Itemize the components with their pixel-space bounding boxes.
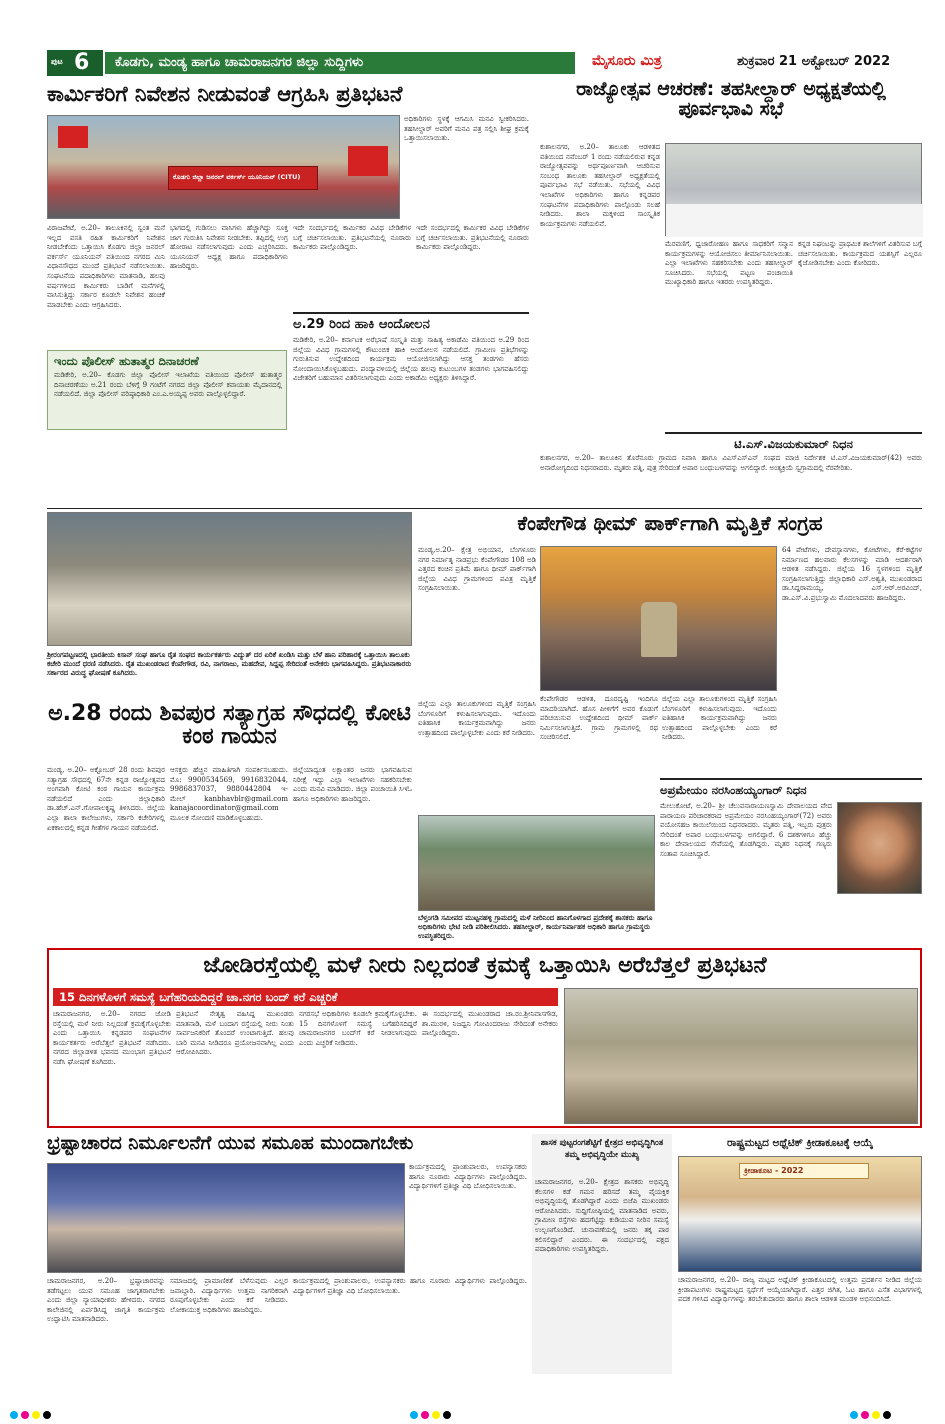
- story8-text-col1: ಚಾಮರಾಜನಗರ, ಅ.20– ಭ್ರಷ್ಟಾಚಾರವನ್ನು ತಡೆಗಟ್ಟಲು ಯುವ ಸಮೂಹ ಜಾಗೃತರಾಗಬೇಕು ಎಂದು ಜಿಲ್ಲಾ ನ್ಯಾಯಾಧೀಶರು ಹೇಳಿದರು. ನಗರದ ಕಾಲೇಜಿನಲ್ಲಿ ಏರ್ಪಡಿಸಿದ್ದ ಜಾಗೃತಿ ಕಾರ್ಯಕ್ರಮ ಉದ್ಘಾಟಿಸಿ ಮಾತನಾಡಿದರು.: [47, 1277, 165, 1324]
- paper-name: ಮೈಸೂರು ಮಿತ್ರ: [592, 53, 662, 69]
- story7-text-col4: ಈ ಸಂದರ್ಭದಲ್ಲಿ ಮುಖಂಡರಾದ ಚಾ.ರಂ.ಶ್ರೀನಿವಾಸಗೌಡ, ಶಾ.ಮುರಳಿ, ನಿಜಧ್ವನಿ ಗೋವಿಂದರಾಜು ಸೇರಿದಂತೆ ಅನೇಕರು ಪಾಲ್ಗೊಂಡಿದ್ದರು.: [422, 1010, 558, 1038]
- story2-text-col3: ಕನ್ನಡ ನಿಘಂಟನ್ನು ಪ್ರಾಥಮಿಕ ಶಾಲೆಗಳಿಗೆ ವಿತರಿಸುವ ಬಗ್ಗೆ ಚರ್ಚಿಸಲಾಯಿತು. ಕಾರ್ಯಕ್ರಮದ ಯಶಸ್ಸಿಗೆ ಎಲ್ಲರೂ ಕೈಜೋಡಿಸಬೇಕು ಎಂದು ಕೋರಿದರು.: [798, 240, 922, 268]
- section-title-bar: [105, 52, 575, 74]
- story1-text-col4: ಇದೇ ಸಂದರ್ಭದಲ್ಲಿ ಕಾರ್ಮಿಕರ ವಿವಿಧ ಬೇಡಿಕೆಗಳ ಬಗ್ಗೆ ಚರ್ಚಿಸಲಾಯಿತು. ಪ್ರತಿಭಟನೆಯಲ್ಲಿ ನೂರಾರು ಕಾರ್ಮಿಕರು ಪಾಲ್ಗೊಂಡಿದ್ದರು.: [416, 224, 529, 252]
- table-cloth: [666, 204, 923, 237]
- registration-marks-left: [10, 1404, 100, 1414]
- story10-photo: [678, 1156, 922, 1272]
- flag-icon: [58, 126, 88, 148]
- story1-headline: ಕಾರ್ಮಿಕರಿಗೆ ನಿವೇಶನ ನೀಡುವಂತೆ ಆಗ್ರಹಿಸಿ ಪ್ರತಿಭಟನೆ: [47, 82, 403, 106]
- police-day-box: [47, 350, 287, 430]
- police-day-title: ಇಂದು ಪೊಲೀಸ್ ಹುತಾತ್ಮರ ದಿನಾಚರಣೆ: [54, 354, 199, 368]
- story8-text-col2: ಸಮಾಜದಲ್ಲಿ ಪ್ರಾಮಾಣಿಕತೆ ಬೆಳೆಸುವುದು ಎಲ್ಲರ ಜವಾಬ್ದಾರಿ. ವಿದ್ಯಾರ್ಥಿಗಳು ಉತ್ತಮ ನಾಗರಿಕರಾಗಿ ರೂಪುಗೊಳ್ಳಬೇಕು ಎಂದು ಕರೆ ನೀಡಿದರು. ಲೋಕಾಯುಕ್ತ ಅಧಿಕಾರಿಗಳು ಹಾಜರಿದ್ದರು.: [170, 1277, 288, 1314]
- athletics-banner-text: ಕ್ರೀಡಾಕೂಟ - 2022: [744, 1166, 804, 1175]
- story8-text-side: ಕಾರ್ಯಕ್ರಮದಲ್ಲಿ ಪ್ರಾಂಶುಪಾಲರು, ಉಪನ್ಯಾಸಕರು ಹಾಗೂ ನೂರಾರು ವಿದ್ಯಾರ್ಥಿಗಳು ಪಾಲ್ಗೊಂಡಿದ್ದರು. ವಿದ್ಯಾರ್ಥಿಗಳಿಗೆ ಪ್ರತಿಜ್ಞಾ ವಿಧಿ ಬೋಧಿಸಲಾಯಿತು.: [409, 1163, 527, 1191]
- page-number: 6: [74, 50, 90, 75]
- story9-title: ಶಾಸಕ ಪುಟ್ಟರಂಗಶೆಟ್ಟಿಗೆ ಕ್ಷೇತ್ರದ ಅಭಿವೃದ್ಧಿಗಿಂತ ತಮ್ಮ ಅಭಿವೃದ್ಧಿಯೇ ಮುಖ್ಯ: [540, 1138, 664, 1160]
- story5-text-col4: 64 ಪೇಟೆಗಳು, ದೇವಸ್ಥಾನಗಳು, ಕೋಟೆಗಳು, ಕೆರೆ-ಕಟ್ಟೆಗಳ ನಿರ್ಮಾಣದ ಹಲವಾರು ಕೆಲಸಗಳನ್ನು ಮಾಡಿ ಆದರ್ಶರಾಗಿ ಆಡಳಿತ ನಡೆಸಿದ್ದರು. ಜಿಲ್ಲೆಯ 16 ಸ್ಥಳಗಳಿಂದ ಮೃತ್ತಿಕೆ ಸಂಗ್ರಹಿಸಲಾಗುತ್ತಿದ್ದು ಜಿಲ್ಲಾಧಿಕಾರಿ ಎಸ್.ಅಶ್ವತಿ, ಮುಖಂಡರಾದ ಡಾ.ಸಿದ್ದರಾಮಯ್ಯ, ಎಸ್.ಆರ್.ಅರವಿಂದ್, ಡಾ.ಎಸ್.ವಿ.ಪ್ರಭುಸ್ವಾಮಿ ಮೊದಲಾದವರು ಹಾಜರಿದ್ದರು.: [782, 546, 922, 602]
- police-day-text: ಮಡಿಕೇರಿ, ಅ.20– ಕೊಡಗು ಜಿಲ್ಲಾ ಪೊಲೀಸ್ ಇಲಾಖೆಯ ವತಿಯಿಂದ ಪೊಲೀಸ್ ಹುತಾತ್ಮರ ದಿನಾಚರಣೆಯು ಅ.21 ರಂದು ಬೆಳಿಗ್ಗೆ 9 ಗಂಟೆಗೆ ನಗರದ ಜಿಲ್ಲಾ ಪೊಲೀಸ್ ಕವಾಯತು ಮೈದಾನದಲ್ಲಿ ನಡೆಯಲಿದೆ. ಜಿಲ್ಲಾ ಪೊಲೀಸ್ ವರಿಷ್ಠಾಧಿಕಾರಿ ಎಂ.ಎ.ಅಯ್ಯಪ್ಪ ಅವರು ಪಾಲ್ಗೊಳ್ಳಲಿದ್ದಾರೆ.: [54, 371, 282, 399]
- story8-photo: [47, 1163, 405, 1273]
- obituary1-text: ಕುಶಾಲನಗರ, ಅ.20– ತಾಲೂಕಿನ ತೊರೆನೂರು ಗ್ರಾಮದ ನಿವಾಸಿ ಹಾಗೂ ವಿಎಸ್ಎಸ್ಎನ್ ಸಂಘದ ಮಾಜಿ ನಿರ್ದೇಶಕ ಟಿ.ಎಸ್.ವಿಜಯಕುಮಾರ್(42) ಅವರು ಅನಾರೋಗ್ಯದಿಂದ ನಿಧನರಾದರು. ಮೃತರು ಪತ್ನಿ, ಪುತ್ರ ಸೇರಿದಂತೆ ಅಪಾರ ಬಂಧುಬಳಗವನ್ನು ಅಗಲಿದ್ದಾರೆ. ಅಂತ್ಯಕ್ರಿಯೆ ಸ್ವಗ್ರಾಮದಲ್ಲಿ ನೆರವೇರಿತು.: [540, 454, 922, 472]
- story5-headline: ಕೆಂಪೇಗೌಡ ಥೀಮ್ ಪಾರ್ಕ್‌ಗಾಗಿ ಮೃತ್ತಿಕೆ ಸಂಗ್ರಹ: [517, 511, 823, 535]
- story10-box: [678, 1134, 922, 1374]
- divider: [47, 508, 922, 509]
- athletics-banner: [739, 1163, 869, 1179]
- story7-subhead-bar: [53, 988, 558, 1006]
- story9-text: ಚಾಮರಾಜನಗರ, ಅ.20– ಕ್ಷೇತ್ರದ ಶಾಸಕರು ಅಭಿವೃದ್ಧಿ ಕೆಲಸಗಳ ಕಡೆ ಗಮನ ಹರಿಸದೆ ತಮ್ಮ ವೈಯಕ್ತಿಕ ಅಭಿವೃದ್ಧಿಯಲ್ಲಿ ತೊಡಗಿದ್ದಾರೆ ಎಂದು ಬಿಜೆಪಿ ಮುಖಂಡರು ಆರೋಪಿಸಿದರು. ಸುದ್ದಿಗೋಷ್ಠಿಯಲ್ಲಿ ಮಾತನಾಡಿದ ಅವರು, ಗ್ರಾಮೀಣ ರಸ್ತೆಗಳು ಹದಗೆಟ್ಟಿದ್ದು ಕುಡಿಯುವ ನೀರಿನ ಸಮಸ್ಯೆ ಉಲ್ಬಣಗೊಂಡಿದೆ. ಚುನಾವಣೆಯಲ್ಲಿ ಜನರು ತಕ್ಕ ಪಾಠ ಕಲಿಸಲಿದ್ದಾರೆ ಎಂದರು. ಈ ಸಂದರ್ಭದಲ್ಲಿ ಪಕ್ಷದ ಪದಾಧಿಕಾರಿಗಳು ಉಪಸ್ಥಿತರಿದ್ದರು.: [535, 1178, 669, 1254]
- masthead: [47, 50, 919, 76]
- obituary1-box: [540, 432, 922, 504]
- registration-marks: [410, 1404, 500, 1414]
- hockey-title: ಅ.29 ರಿಂದ ಹಾಕಿ ಆಂದೋಲನ: [293, 317, 430, 332]
- story4-headline: ಅ.28 ರಂದು ಶಿವಪುರ ಸತ್ಯಾಗ್ರಹ ಸೌಧದಲ್ಲಿ ಕೋಟಿ ಕಂಠ ಗಾಯನ: [48, 701, 411, 750]
- story5-text-col3: ಕೆಂಪೇಗೌಡರ ಆಡಳಿತ, ದೂರದೃಷ್ಟಿ ಇಂದಿಗೂ ಮಾದರಿಯಾಗಿದೆ. ಹೊಸ ಪೀಳಿಗೆಗೆ ಅವರ ಕೊಡುಗೆ ಪರಿಚಯಿಸುವ ಉದ್ದೇಶದಿಂದ ಥೀಮ್ ಪಾರ್ಕ್ ನಿರ್ಮಿಸಲಾಗುತ್ತಿದೆ. ಗ್ರಾಮ ಗ್ರಾಮಗಳಲ್ಲಿ ರಥ ಸಂಚರಿಸಲಿದೆ.: [540, 695, 658, 742]
- story2-text-col2: ಮೆರವಣಿಗೆ, ಧ್ವಜಾರೋಹಣ ಹಾಗೂ ಸಾಧಕರಿಗೆ ಸನ್ಮಾನ ಕಾರ್ಯಕ್ರಮಗಳನ್ನು ಆಯೋಜಿಸಲು ತೀರ್ಮಾನಿಸಲಾಯಿತು. ಎಲ್ಲಾ ಇಲಾಖೆಗಳು ಸಹಕರಿಸಬೇಕು ಎಂದು ತಹಸೀಲ್ದಾರ್ ಸೂಚಿಸಿದರು. ಸಭೆಯಲ್ಲಿ ಪಟ್ಟಣ ಪಂಚಾಯಿತಿ ಮುಖ್ಯಾಧಿಕಾರಿ ಹಾಗೂ ಇತರರು ಉಪಸ್ಥಿತರಿದ್ದರು.: [665, 240, 793, 287]
- obituary1-title: ಟಿ.ಎಸ್.ವಿಜಯಕುಮಾರ್ ನಿಧನ: [734, 437, 853, 451]
- story8-headline: ಭ್ರಷ್ಟಾಚಾರದ ನಿರ್ಮೂಲನೆಗೆ ಯುವ ಸಮೂಹ ಮುಂದಾಗಬೇಕು: [47, 1133, 414, 1154]
- story3-photo: [47, 512, 412, 646]
- flag-icon: [348, 146, 388, 176]
- protest-banner-text: ಕೊಡಗು ಜಿಲ್ಲಾ ಜನರಲ್ ವರ್ಕರ್ಸ್ ಯೂನಿಯನ್ (CITU): [173, 173, 301, 181]
- protest-banner: [168, 166, 318, 190]
- page-label: ಪುಟ: [51, 57, 63, 66]
- issue-date: ಶುಕ್ರವಾರ 21 ಅಕ್ಟೋಬರ್ 2022: [737, 54, 891, 69]
- story2-text-col1: ಕುಶಾಲನಗರ, ಅ.20– ತಾಲೂಕು ಆಡಳಿತದ ವತಿಯಿಂದ ನವೆಂಬರ್ 1 ರಂದು ನಡೆಯಲಿರುವ ಕನ್ನಡ ರಾಜ್ಯೋತ್ಸವವನ್ನು ಅರ್ಥಪೂರ್ಣವಾಗಿ ಆಚರಿಸುವ ಸಂಬಂಧ ತಾಲೂಕು ತಹಸೀಲ್ದಾರ್ ಅಧ್ಯಕ್ಷತೆಯಲ್ಲಿ ಪೂರ್ವಭಾವಿ ಸಭೆ ನಡೆಯಿತು. ಸಭೆಯಲ್ಲಿ ವಿವಿಧ ಇಲಾಖೆಗಳ ಅಧಿಕಾರಿಗಳು ಹಾಗೂ ಕನ್ನಡಪರ ಸಂಘಟನೆಗಳ ಪದಾಧಿಕಾರಿಗಳು ಪಾಲ್ಗೊಂಡು ಸಲಹೆ ನೀಡಿದರು. ಶಾಲಾ ಮಕ್ಕಳಿಂದ ಸಾಂಸ್ಕೃತಿಕ ಕಾರ್ಯಕ್ರಮಗಳು ನಡೆಯಲಿವೆ.: [540, 143, 660, 228]
- section-title: ಕೊಡಗು, ಮಂಡ್ಯ ಹಾಗೂ ಚಾಮರಾಜನಗರ ಜಿಲ್ಲಾ ಸುದ್ದಿಗಳು: [115, 55, 364, 70]
- obituary2-portrait: [837, 802, 922, 894]
- trophy-icon: [641, 602, 677, 657]
- story7-headline: ಜೋಡಿರಸ್ತೆಯಲ್ಲಿ ಮಳೆ ನೀರು ನಿಲ್ಲದಂತೆ ಕ್ರಮಕ್ಕೆ ಒತ್ತಾಯಿಸಿ ಅರೆಬೆತ್ತಲೆ ಪ್ರತಿಭಟನೆ: [203, 953, 767, 978]
- hockey-box: [293, 312, 529, 430]
- story5-text-col3b: ಜಿಲ್ಲೆಯ ಎಲ್ಲಾ ತಾಲೂಕುಗಳಿಂದ ಮೃತ್ತಿಕೆ ಸಂಗ್ರಹಿಸಿ ಬೆಂಗಳೂರಿಗೆ ಕಳುಹಿಸಲಾಗುವುದು. ಇದೊಂದು ಐತಿಹಾಸಿಕ ಕಾರ್ಯಕ್ರಮವಾಗಿದ್ದು ಜನರು ಉತ್ಸಾಹದಿಂದ ಪಾಲ್ಗೊಳ್ಳಬೇಕು ಎಂದು ಕರೆ ನೀಡಿದರು.: [662, 695, 777, 742]
- story10-title: ರಾಷ್ಟ್ರಮಟ್ಟದ ಅಥ್ಲೆಟಿಕ್ ಕ್ರೀಡಾಕೂಟಕ್ಕೆ ಆಯ್ಕೆ: [727, 1137, 873, 1149]
- story2-photo: [665, 143, 922, 236]
- obituary2-text: ಮೇಲುಕೋಟೆ, ಅ.20– ಶ್ರೀ ಚೆಲುವನಾರಾಯಣಸ್ವಾಮಿ ದೇವಾಲಯದ ವೇದ ಪಾರಾಯಣ ಪರಿಚಾರಕರಾದ ಅಪ್ರಮೇಯಂ ನರಸಿಂಹಯ್ಯಂಗಾರ್(72) ಅವರು ವಯೋಸಹಜ ಕಾಯಿಲೆಯಿಂದ ನಿಧನರಾದರು. ಮೃತರು ಪತ್ನಿ, ಇಬ್ಬರು ಪುತ್ರರು ಸೇರಿದಂತೆ ಅಪಾರ ಬಂಧುಬಳಗವನ್ನು ಅಗಲಿದ್ದಾರೆ. 6 ದಶಕಗಳಿಗೂ ಹೆಚ್ಚು ಕಾಲ ದೇವಾಲಯದ ಸೇವೆಯಲ್ಲಿ ತೊಡಗಿದ್ದರು. ಮೃತರ ನಿಧನಕ್ಕೆ ಗಣ್ಯರು ಸಂತಾಪ ಸೂಚಿಸಿದ್ದಾರೆ.: [660, 802, 832, 858]
- story5-text-col2: ಜಿಲ್ಲೆಯ ಎಲ್ಲಾ ತಾಲೂಕುಗಳಿಂದ ಮೃತ್ತಿಕೆ ಸಂಗ್ರಹಿಸಿ ಬೆಂಗಳೂರಿಗೆ ಕಳುಹಿಸಲಾಗುವುದು. ಇದೊಂದು ಐತಿಹಾಸಿಕ ಕಾರ್ಯಕ್ರಮವಾಗಿದ್ದು ಜನರು ಉತ್ಸಾಹದಿಂದ ಪಾಲ್ಗೊಳ್ಳಬೇಕು ಎಂದು ಕರೆ ನೀಡಿದರು.: [418, 700, 536, 737]
- page-number-box: [47, 50, 103, 76]
- hockey-text: ಮಡಿಕೇರಿ, ಅ.20– ಕರ್ನಾಟಕ ಅರೆಭಾಷೆ ಸಂಸ್ಕೃತಿ ಮತ್ತು ಸಾಹಿತ್ಯ ಅಕಾಡೆಮಿ ವತಿಯಿಂದ ಅ.29 ರಿಂದ ಜಿಲ್ಲೆಯ ವಿವಿಧ ಗ್ರಾಮಗಳಲ್ಲಿ ಕೌಟುಂಬಿಕ ಹಾಕಿ ಆಂದೋಲನ ನಡೆಯಲಿದೆ. ಗ್ರಾಮೀಣ ಪ್ರತಿಭೆಗಳನ್ನು ಗುರುತಿಸುವ ಉದ್ದೇಶದಿಂದ ಕಾರ್ಯಕ್ರಮ ಆಯೋಜಿಸಲಾಗಿದ್ದು ಆಸಕ್ತ ತಂಡಗಳು ಹೆಸರು ನೋಂದಾಯಿಸಿಕೊಳ್ಳಬಹುದು. ಪಂದ್ಯಾವಳಿಯಲ್ಲಿ ಜಿಲ್ಲೆಯ ಹಲವು ಕುಟುಂಬಗಳ ತಂಡಗಳು ಭಾಗವಹಿಸಲಿದ್ದು ವಿಜೇತರಿಗೆ ಬಹುಮಾನ ವಿತರಿಸಲಾಗುವುದು ಎಂದು ಅಕಾಡೆಮಿ ಅಧ್ಯಕ್ಷರು ತಿಳಿಸಿದ್ದಾರೆ.: [293, 336, 529, 383]
- story6-photo: [418, 815, 655, 911]
- registration-marks-right: [850, 1404, 940, 1414]
- story3-caption: ಶ್ರೀರಂಗಪಟ್ಟಣದಲ್ಲಿ ಭಾರತೀಯ ಕಿಸಾನ್ ಸಂಘ ಹಾಗೂ ರೈತ ಸಂಘದ ಕಾರ್ಯಕರ್ತರು ವಿದ್ಯುತ್ ದರ ಏರಿಕೆ ಖಂಡಿಸಿ ಮತ್ತು ಬೆಳೆ ಹಾನಿ ಪರಿಹಾರಕ್ಕೆ ಒತ್ತಾಯಿಸಿ ತಾಲೂಕು ಕಚೇರಿ ಮುಂದೆ ಧರಣಿ ನಡೆಸಿದರು. ರೈತ ಮುಖಂಡರಾದ ಕೆಂಪೇಗೌಡ, ರವಿ, ನಾಗರಾಜು, ಮಹದೇವ, ಸಿದ್ದಪ್ಪ ಸೇರಿದಂತೆ ಅನೇಕರು ಭಾಗವಹಿಸಿದ್ದರು. ಪ್ರತಿಭಟನಾಕಾರರು ಸರ್ಕಾರದ ವಿರುದ್ಧ ಘೋಷಣೆ ಕೂಗಿದರು.: [47, 650, 412, 677]
- story1-photo: [47, 115, 400, 219]
- story1-text-col2: ಭಾಗದಲ್ಲಿ ಗುಡಿಸಲು ವಾಸಿಗಳು ಹೆಚ್ಚಾಗಿದ್ದು ಸೂಕ್ತ ಜಾಗ ಗುರುತಿಸಿ ನಿವೇಶನ ನೀಡಬೇಕು. ತಪ್ಪಿದಲ್ಲಿ ಉಗ್ರ ಹೋರಾಟ ನಡೆಸಲಾಗುವುದು ಎಂದು ಎಚ್ಚರಿಸಿದರು. ಯೂನಿಯನ್ ಅಧ್ಯಕ್ಷ ಹಾಗೂ ಪದಾಧಿಕಾರಿಗಳು ಹಾಜರಿದ್ದರು.: [170, 224, 288, 271]
- story5-photo: [540, 546, 777, 691]
- story9-box: [532, 1134, 672, 1374]
- story7-subhead: 15 ದಿನಗಳೊಳಗೆ ಸಮಸ್ಯೆ ಬಗೆಹರಿಯದಿದ್ದರೆ ಚಾ.ನಗರ ಬಂದ್ ಕರೆ ಎಚ್ಚರಿಕೆ: [59, 990, 338, 1004]
- story4-text-col1: ಮಂಡ್ಯ, ಅ.20– ಅಕ್ಟೋಬರ್ 28 ರಂದು ಶಿವಪುರ ಸತ್ಯಾಗ್ರಹ ಸೌಧದಲ್ಲಿ 67ನೇ ಕನ್ನಡ ರಾಜ್ಯೋತ್ಸವದ ಅಂಗವಾಗಿ ಕೋಟಿ ಕಂಠ ಗಾಯನ ಕಾರ್ಯಕ್ರಮ ನಡೆಯಲಿದೆ ಎಂದು ಜಿಲ್ಲಾಧಿಕಾರಿ ಡಾ.ಹೆಚ್.ಎನ್.ಗೋಪಾಲಕೃಷ್ಣ ತಿಳಿಸಿದರು. ಜಿಲ್ಲೆಯ ಎಲ್ಲಾ ಶಾಲಾ ಕಾಲೇಜುಗಳು, ಸರ್ಕಾರಿ ಕಚೇರಿಗಳಲ್ಲಿ ಏಕಕಾಲದಲ್ಲಿ ಕನ್ನಡ ಗೀತೆಗಳ ಗಾಯನ ನಡೆಯಲಿದೆ.: [47, 766, 165, 832]
- story4-text-col2: ಆಸಕ್ತರು ಹೆಚ್ಚಿನ ಮಾಹಿತಿಗಾಗಿ ಸಂಪರ್ಕಿಸಬಹುದು. ಮೊ: 9900534569, 9916832044, 9986837037, 9880442804 ಇ-ಮೇಲ್ kanbhavblr@gmail.com kanajacoordinator@gmail.com ಮೂಲಕ ನೋಂದಣಿ ಮಾಡಿಕೊಳ್ಳಬಹುದು.: [170, 766, 288, 822]
- story1-text-side: ಅಧಿಕಾರಿಗಳು ಸ್ಥಳಕ್ಕೆ ಆಗಮಿಸಿ ಮನವಿ ಸ್ವೀಕರಿಸಿದರು. ತಹಸೀಲ್ದಾರ್ ಅವರಿಗೆ ಮನವಿ ಪತ್ರ ಸಲ್ಲಿಸಿ ಶೀಘ್ರ ಕ್ರಮಕ್ಕೆ ಒತ್ತಾಯಿಸಲಾಯಿತು.: [404, 115, 529, 143]
- story2-headline: ರಾಜ್ಯೋತ್ಸವ ಆಚರಣೆ: ತಹಸೀಲ್ದಾರ್ ಅಧ್ಯಕ್ಷತೆಯಲ್ಲಿ ಪೂರ್ವಭಾವಿ ಸಭೆ: [576, 78, 886, 120]
- story7-text-col1: ಚಾಮರಾಜನಗರ, ಅ.20– ನಗರದ ಜೋಡಿ ರಸ್ತೆಯಲ್ಲಿ ಮಳೆ ನೀರು ನಿಲ್ಲದಂತೆ ಕ್ರಮಕೈಗೊಳ್ಳಬೇಕು ಎಂದು ಒತ್ತಾಯಿಸಿ ಕನ್ನಡಪರ ಸಂಘಟನೆಗಳ ಕಾರ್ಯಕರ್ತರು ಅರೆಬೆತ್ತಲೆ ಪ್ರತಿಭಟನೆ ನಡೆಸಿದರು. ನಗರದ ಜಿಲ್ಲಾಡಳಿತ ಭವನದ ಮುಂಭಾಗ ಪ್ರತಿಭಟನೆ ನಡೆಸಿ ಘೋಷಣೆ ಕೂಗಿದರು.: [53, 1010, 171, 1066]
- story1-text-col1: ವಿರಾಜಪೇಟೆ, ಅ.20– ತಾಲೂಕಿನಲ್ಲಿ ಸ್ವಂತ ಮನೆ ಇಲ್ಲದ ವಸತಿ ರಹಿತ ಕಾರ್ಮಿಕರಿಗೆ ನಿವೇಶನ ನೀಡಬೇಕೆಂದು ಒತ್ತಾಯಿಸಿ ಕೊಡಗು ಜಿಲ್ಲಾ ಜನರಲ್ ವರ್ಕರ್ಸ್ ಯೂನಿಯನ್ ವತಿಯಿಂದ ನಗರದ ಮಿನಿ ವಿಧಾನಸೌಧದ ಮುಂದೆ ಪ್ರತಿಭಟನೆ ನಡೆಸಲಾಯಿತು. ಸಂಘಟನೆಯ ಪದಾಧಿಕಾರಿಗಳು ಮಾತನಾಡಿ, ಹಲವು ವರ್ಷಗಳಿಂದ ಕಾರ್ಮಿಕರು ಬಾಡಿಗೆ ಮನೆಗಳಲ್ಲಿ ವಾಸಿಸುತ್ತಿದ್ದು ಸರ್ಕಾರ ಕೂಡಲೇ ನಿವೇಶನ ಹಂಚಿಕೆ ಮಾಡಬೇಕು ಎಂದು ಆಗ್ರಹಿಸಿದರು.: [47, 224, 165, 309]
- story1-text-col3: ಇದೇ ಸಂದರ್ಭದಲ್ಲಿ ಕಾರ್ಮಿಕರ ವಿವಿಧ ಬೇಡಿಕೆಗಳ ಬಗ್ಗೆ ಚರ್ಚಿಸಲಾಯಿತು. ಪ್ರತಿಭಟನೆಯಲ್ಲಿ ನೂರಾರು ಕಾರ್ಮಿಕರು ಪಾಲ್ಗೊಂಡಿದ್ದರು.: [293, 224, 411, 252]
- story6-caption: ಬೆಳ್ತಂಗಡಿ ಸಮೀಪದ ಮುಟ್ಟನಹಳ್ಳಿ ಗ್ರಾಮದಲ್ಲಿ ಮಳೆ ನೀರಿನಿಂದ ಹಾನಿಗೊಳಗಾದ ಪ್ರದೇಶಕ್ಕೆ ಶಾಸಕರು ಹಾಗೂ ಅಧಿಕಾರಿಗಳು ಭೇಟಿ ನೀಡಿ ಪರಿಶೀಲಿಸಿದರು. ತಹಸೀಲ್ದಾರ್, ಕಾರ್ಯನಿರ್ವಾಹಕ ಅಧಿಕಾರಿ ಹಾಗೂ ಗ್ರಾಮಸ್ಥರು ಉಪಸ್ಥಿತರಿದ್ದರು.: [418, 913, 653, 940]
- story5-text-col1: ಮಂಡ್ಯ,ಅ.20– ಕ್ಷೇತ್ರ ಅಭಿಯಾನ, ಬೆಂಗಳೂರು ನಗರ ನಿರ್ಮಾತೃ ನಾಡಪ್ರಭು ಕೆಂಪೇಗೌಡರ 108 ಅಡಿ ಎತ್ತರದ ಕಂಚಿನ ಪ್ರತಿಮೆ ಹಾಗೂ ಥೀಮ್ ಪಾರ್ಕ್‌ಗಾಗಿ ಜಿಲ್ಲೆಯ ವಿವಿಧ ಗ್ರಾಮಗಳಿಂದ ಪವಿತ್ರ ಮೃತ್ತಿಕೆ ಸಂಗ್ರಹಿಸಲಾಯಿತು.: [418, 546, 536, 593]
- story7-box: [47, 948, 922, 1128]
- story4-text-col3: ಜಿಲ್ಲೆಯಾದ್ಯಂತ ಲಕ್ಷಾಂತರ ಜನರು ಭಾಗವಹಿಸುವ ನಿರೀಕ್ಷೆ ಇದ್ದು ಎಲ್ಲಾ ಇಲಾಖೆಗಳು ಸಹಕರಿಸಬೇಕು ಎಂದು ಮನವಿ ಮಾಡಿದರು. ಜಿಲ್ಲಾ ಪಂಚಾಯಿತಿ ಸಿಇಓ ಹಾಗೂ ಅಧಿಕಾರಿಗಳು ಹಾಜರಿದ್ದರು.: [293, 766, 412, 803]
- obituary2-box: [660, 778, 922, 944]
- obituary2-title: ಅಪ್ರಮೇಯಂ ನರಸಿಂಹಯ್ಯಂಗಾರ್ ನಿಧನ: [660, 783, 807, 797]
- story7-text-col2: ಪ್ರತಿಭಟನೆ ನೇತೃತ್ವ ವಹಿಸಿದ್ದ ಮುಖಂಡರು ಮಾತನಾಡಿ, ಮಳೆ ಬಂದಾಗ ರಸ್ತೆಯಲ್ಲಿ ನೀರು ನಿಂತು ಸಾರ್ವಜನಿಕರಿಗೆ ತೊಂದರೆ ಉಂಟಾಗುತ್ತಿದೆ. ಹಲವು ಬಾರಿ ಮನವಿ ನೀಡಿದರೂ ಪ್ರಯೋಜನವಾಗಿಲ್ಲ ಎಂದು ಆರೋಪಿಸಿದರು.: [176, 1010, 294, 1057]
- story7-photo: [564, 988, 918, 1124]
- story7-text-col3: ನಗರಸಭೆ ಅಧಿಕಾರಿಗಳು ಕೂಡಲೇ ಕ್ರಮಕೈಗೊಳ್ಳಬೇಕು. 15 ದಿನಗಳೊಳಗೆ ಸಮಸ್ಯೆ ಬಗೆಹರಿಸದಿದ್ದರೆ ಚಾಮರಾಜನಗರ ಬಂದ್‌ಗೆ ಕರೆ ನೀಡಲಾಗುವುದು ಎಂದು ಎಚ್ಚರಿಕೆ ನೀಡಿದರು.: [299, 1010, 417, 1047]
- story10-text: ಚಾಮರಾಜನಗರ, ಅ.20– ರಾಜ್ಯ ಮಟ್ಟದ ಅಥ್ಲೆಟಿಕ್ ಕ್ರೀಡಾಕೂಟದಲ್ಲಿ ಉತ್ತಮ ಪ್ರದರ್ಶನ ನೀಡಿದ ಜಿಲ್ಲೆಯ ಕ್ರೀಡಾಪಟುಗಳು ರಾಷ್ಟ್ರಮಟ್ಟದ ಸ್ಪರ್ಧೆಗೆ ಆಯ್ಕೆಯಾಗಿದ್ದಾರೆ. ಎತ್ತರ ಜಿಗಿತ, ಓಟ ಹಾಗೂ ಎಸೆತ ವಿಭಾಗಗಳಲ್ಲಿ ಪದಕ ಗಳಿಸಿದ ವಿದ್ಯಾರ್ಥಿಗಳನ್ನು ತರಬೇತುದಾರರು ಹಾಗೂ ಶಾಲಾ ಆಡಳಿತ ಮಂಡಳಿ ಅಭಿನಂದಿಸಿದೆ.: [678, 1276, 922, 1304]
- story8-text-col3: ಕಾರ್ಯಕ್ರಮದಲ್ಲಿ ಪ್ರಾಂಶುಪಾಲರು, ಉಪನ್ಯಾಸಕರು ಹಾಗೂ ನೂರಾರು ವಿದ್ಯಾರ್ಥಿಗಳು ಪಾಲ್ಗೊಂಡಿದ್ದರು. ವಿದ್ಯಾರ್ಥಿಗಳಿಗೆ ಪ್ರತಿಜ್ಞಾ ವಿಧಿ ಬೋಧಿಸಲಾಯಿತು.: [293, 1277, 527, 1295]
